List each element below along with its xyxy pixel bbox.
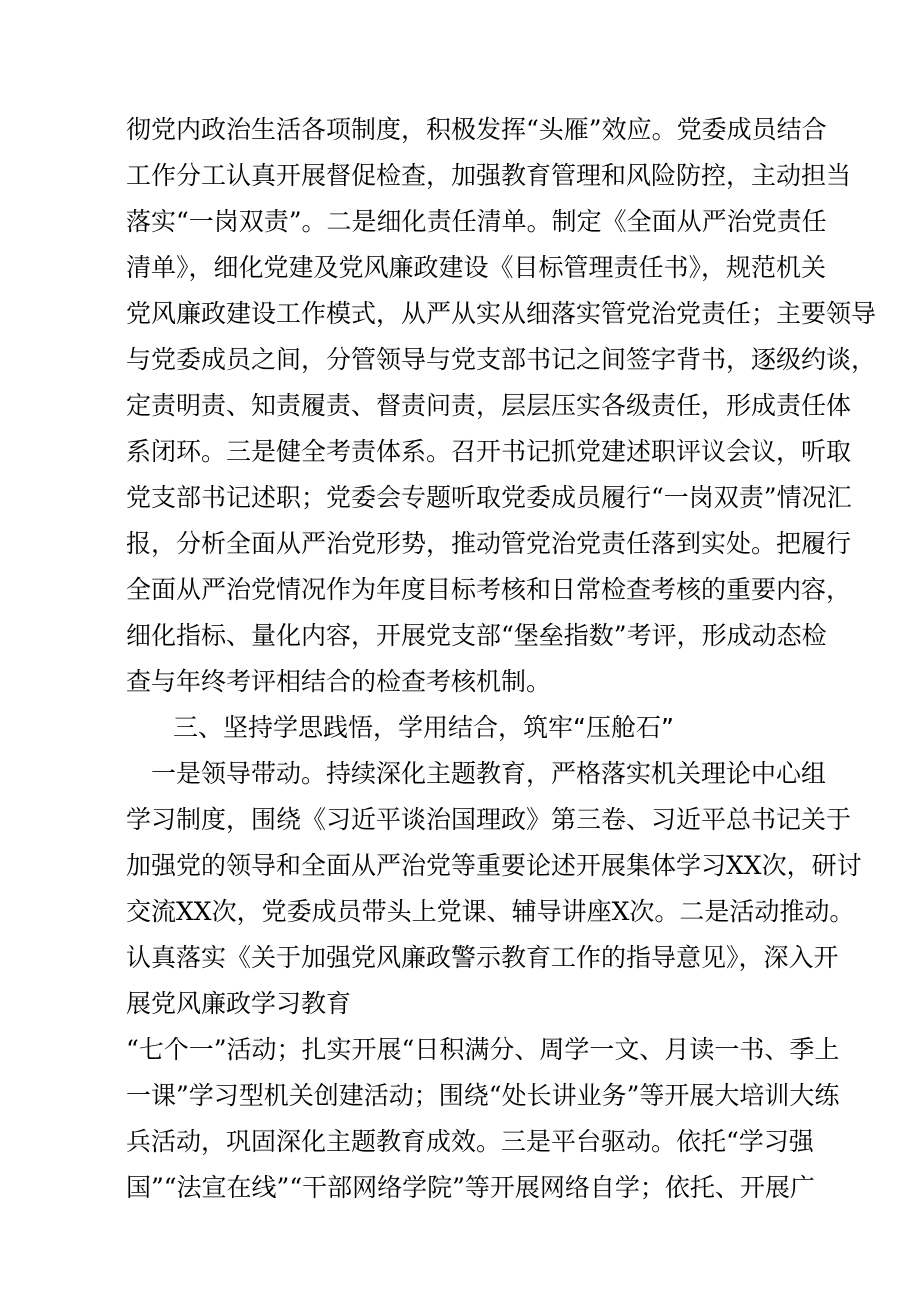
paragraph-1-line-2: 工作分工认真开展督促检查，加强教育管理和风险防控，主动担当: [126, 161, 852, 190]
paragraph-1-line-1: 彻党内政治生活各项制度，积极发挥“头雁”效应。党委成员结合: [126, 115, 827, 144]
paragraph-3-line-4: 国”“法宣在线”“干部网络学院”等开展网络自学；依托、开展广: [126, 1173, 815, 1202]
paragraph-2-line-6: 展党风廉政学习教育: [126, 989, 352, 1018]
paragraph-3-line-2: 一课”学习型机关创建活动；围绕“处长讲业务”等开展大培训大练: [126, 1081, 840, 1110]
paragraph-3-line-1: “七个一”活动；扎实开展“日积满分、周学一文、月读一书、季上: [126, 1035, 840, 1064]
paragraph-1-line-5: 党风廉政建设工作模式，从严从实从细落实管党治党责任；主要领导: [126, 299, 877, 328]
paragraph-1-line-6: 与党委成员之间，分管领导与党支部书记之间签字背书，逐级约谈，: [126, 345, 877, 374]
paragraph-1-line-10: 报，分析全面从严治党形势，推动管党治党责任落到实处。把履行: [126, 529, 852, 558]
paragraph-3-line-3: 兵活动，巩固深化主题教育成效。三是平台驱动。依托“学习强: [126, 1127, 814, 1156]
paragraph-1-line-7: 定责明责、知责履责、督责问责，层层压实各级责任，形成责任体: [126, 391, 852, 420]
paragraph-1-line-3: 落实“一岗双责”。二是细化责任清单。制定《全面从严治党责任: [126, 207, 827, 236]
section-heading: 三、坚持学思践悟，学用结合，筑牢“压舱石”: [173, 713, 674, 742]
paragraph-1-line-8: 系闭环。三是健全考责体系。召开书记抓党建述职评议会议，听取: [126, 437, 852, 466]
paragraph-2-line-1: 一是领导带动。持续深化主题教育，严格落实机关理论中心组: [126, 759, 827, 788]
paragraph-1-line-13: 查与年终考评相结合的检查考核机制。: [126, 667, 552, 696]
paragraph-1-line-9: 党支部书记述职；党委会专题听取党委成员履行“一岗双责”情况汇: [126, 483, 852, 512]
paragraph-1-line-4: 清单》，细化党建及党风廉政建设《目标管理责任书》，规范机关: [126, 253, 827, 282]
paragraph-1-line-11: 全面从严治党情况作为年度目标考核和日常检查考核的重要内容，: [126, 575, 852, 604]
paragraph-2-line-2: 学习制度，围绕《习近平谈治国理政》第三卷、习近平总书记关于: [126, 805, 852, 834]
paragraph-2-line-3: 加强党的领导和全面从严治党等重要论述开展集体学习XX次，研讨: [126, 851, 862, 880]
paragraph-2-line-5: 认真落实《关于加强党风廉政警示教育工作的指导意见》，深入开: [126, 943, 839, 972]
paragraph-1-line-12: 细化指标、量化内容，开展党支部“堡垒指数”考评，形成动态检: [126, 621, 827, 650]
paragraph-2-line-4: 交流XX次，党委成员带头上党课、辅导讲座X次。二是活动推动。: [126, 897, 855, 926]
